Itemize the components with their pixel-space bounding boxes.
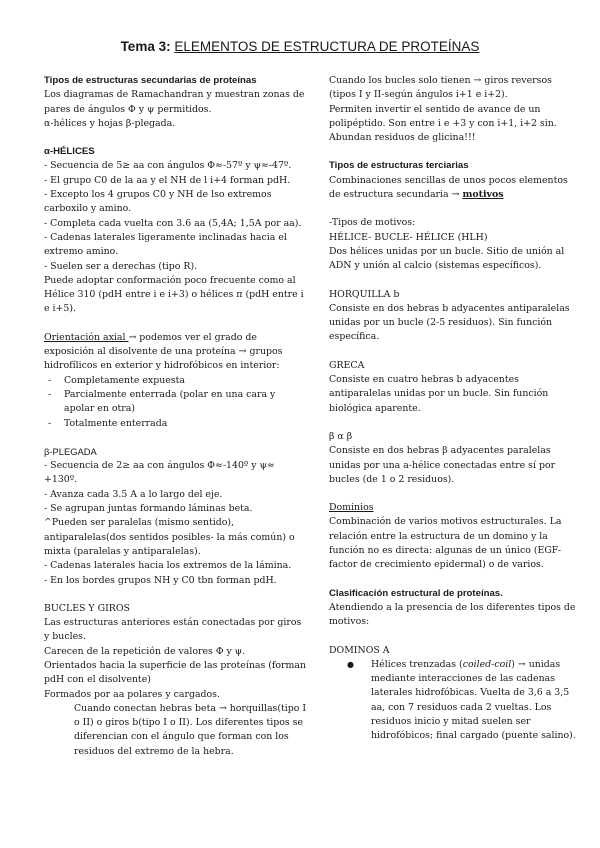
tertiary-structures-text xyxy=(329,174,577,203)
hairpin-text: Consiste en dos hebras b adyacentes antiparalelas unidas por un bucle (2-5 residuos). Sin función específica. xyxy=(329,302,570,343)
domains-a-list xyxy=(329,658,577,744)
domains-heading: Dominios xyxy=(329,502,374,514)
page-title xyxy=(0,39,600,54)
loops-line: Carecen de la repetición de valores Φ y ψ. xyxy=(44,645,246,657)
helix-line: - Completa cada vuelta con 3.6 aa (5,4A; 1,5A por aa). xyxy=(44,217,302,229)
structural-classification-text: Atendiendo a la presencia de los diferentes tipos de motivos: xyxy=(329,601,576,628)
beta-line: - En los bordes grupos NH y C0 tbn forman pdH. xyxy=(44,574,277,586)
hlh-heading: HÉLICE- BUCLE- HÉLICE (HLH) xyxy=(329,231,488,243)
secondary-structures-text: Los diagramas de Ramachandran y muestran zonas de pares de ángulos Φ y ψ permitidos. xyxy=(44,89,305,115)
list-item: - Completamente expuesta xyxy=(44,374,308,388)
structural-classification-heading: Clasificación estructural de proteínas. xyxy=(329,587,503,599)
loops-turns-heading: BUCLES Y GIROS xyxy=(44,602,130,614)
beta-line: ^Pueden ser paralelas (mismo sentido), antiparalelas(dos sentidos posibles- la más común) o mixta (paralelas y antiparalelas). xyxy=(44,517,295,557)
greek-key-heading: GRECA xyxy=(329,359,365,371)
tertiary-structures-heading: Tipos de estructuras terciarias xyxy=(329,160,469,172)
loops-indented-text: Cuando conectan hebras beta → horquillas(tipo I o II) o giros b(tipo I o II). Los diferentes tipos se diferencian con el ángulo que forman con los residuos del extremo de la hebra. xyxy=(74,702,307,757)
motifs-keyword: motivos xyxy=(462,189,504,201)
beta-line: - Se agrupan juntas formando láminas beta. xyxy=(44,503,253,515)
hairpin-heading: HORQUILLA b xyxy=(329,288,400,300)
hlh-text: Dos hélices unidas por un bucle. Sitio de unión al ADN y unión al calcio (sistemas específicos). xyxy=(329,245,565,272)
bab-heading: β α β xyxy=(329,430,353,442)
helix-line: - Suelen ser a derechas (tipo R). xyxy=(44,260,198,272)
greek-key-text: Consiste en cuatro hebras b adyacentes antiparalelas unidas por un bucle. Sin función biológica aparente. xyxy=(329,374,549,414)
helix-line: - Excepto los 4 grupos C0 y NH de lso extremos carboxilo y amino. xyxy=(44,189,272,215)
axial-orientation-paragraph xyxy=(44,331,308,374)
coiled-coil-term: coiled-coil xyxy=(462,658,512,670)
motif-types-heading: -Tipos de motivos: xyxy=(329,217,416,229)
exposure-list xyxy=(44,374,308,431)
coiled-coil-text: Hélices trenzadas ( xyxy=(371,658,463,670)
secondary-structures-heading: Tipos de estructuras secundarias de proteínas xyxy=(44,75,257,86)
title-prefix: Tema 3: xyxy=(120,39,171,54)
list-item: - Parcialmente enterrada (polar en una cara y apolar en otra) xyxy=(44,388,308,417)
tertiary-text: Combinaciones sencillas de unos pocos elementos de estructura secundaria xyxy=(329,174,568,201)
list-item: - Totalmente enterrada xyxy=(44,417,308,431)
beta-line: - Cadenas laterales hacia los extremos de la lámina. xyxy=(44,560,292,572)
title-main: ELEMENTOS DE ESTRUCTURA DE PROTEÍNAS xyxy=(174,39,480,54)
list-item xyxy=(329,658,577,744)
beta-line: - Secuencia de 2≥ aa con ángulos Φ≈-140º y ψ≈ +130º. xyxy=(44,460,275,486)
axial-orientation-heading: Orientación axial xyxy=(44,331,129,343)
loops-line: Orientados hacia la superficie de las proteínas (forman pdH con el disolvente) xyxy=(44,659,307,686)
helix-line: - Cadenas laterales ligeramente inclinadas hacia el extremo amino. xyxy=(44,231,287,258)
loops-line: Formados por aa polares y cargados. xyxy=(44,688,220,700)
left-column xyxy=(44,74,308,759)
bab-text: Consiste en dos hebras β adyacentes paralelas unidas por una a-hélice conectadas entre sí por bucles (de 1 o 2 residuos). xyxy=(329,445,556,485)
domains-text: Combinación de varios motivos estructurales. La relación entre la estructura de un domino y la función no es directa: algunas de un único (EGF-factor de crecimiento epidermal) o de varios. xyxy=(329,516,562,571)
helix-line: Puede adoptar conformación poco frecuente como al Hélice 310 (pdH entre i e i+3) o hélices π (pdH entre i e i+5). xyxy=(44,274,304,315)
beta-sheet-heading: β-PLEGADA xyxy=(44,445,97,457)
secondary-structures-text-2: α-hélices y hojas β-plegada. xyxy=(44,117,176,129)
loops-line: Las estructuras anteriores están conectadas por giros y bucles. xyxy=(44,617,302,643)
coiled-coil-description: ) → unidas mediante interacciones de las cadenas laterales hidrofóbicas. Vuelta de 3,6 a 3,5 aa, con 7 residuos cada 2 vueltas. Los residuos inicio y mitad suelen ser hidrofóbicos; final cargado (puente salino). xyxy=(371,658,576,742)
arrow-symbol: → xyxy=(451,189,463,201)
axial-orientation-text: → podemos ver el grado de exposición al disolvente de una proteína → grupos hidrofílicos en exterior y hidrofóbicos en interior: xyxy=(44,331,283,372)
helix-line: - El grupo C0 de la aa y el NH de l i+4 forman pdH. xyxy=(44,174,291,186)
reverse-turns-text-2: Permiten invertir el sentido de avance de un polipéptido. Son entre i e +3 y con i+1, i+2 sin. Abundan residuos de glicina!!! xyxy=(329,103,557,144)
alpha-helix-heading: α-HÉLICES xyxy=(44,146,95,158)
helix-line: - Secuencia de 5≥ aa con ángulos Φ≈-57º y ψ≈-47º. xyxy=(44,160,292,172)
domains-a-heading: DOMINOS A xyxy=(329,644,390,656)
beta-line: - Avanza cada 3.5 A a lo largo del eje. xyxy=(44,488,223,500)
reverse-turns-text: Cuando los bucles solo tienen → giros reversos (tipos I y II-según ángulos i+1 e i+2). xyxy=(329,75,552,101)
right-column xyxy=(329,74,577,744)
